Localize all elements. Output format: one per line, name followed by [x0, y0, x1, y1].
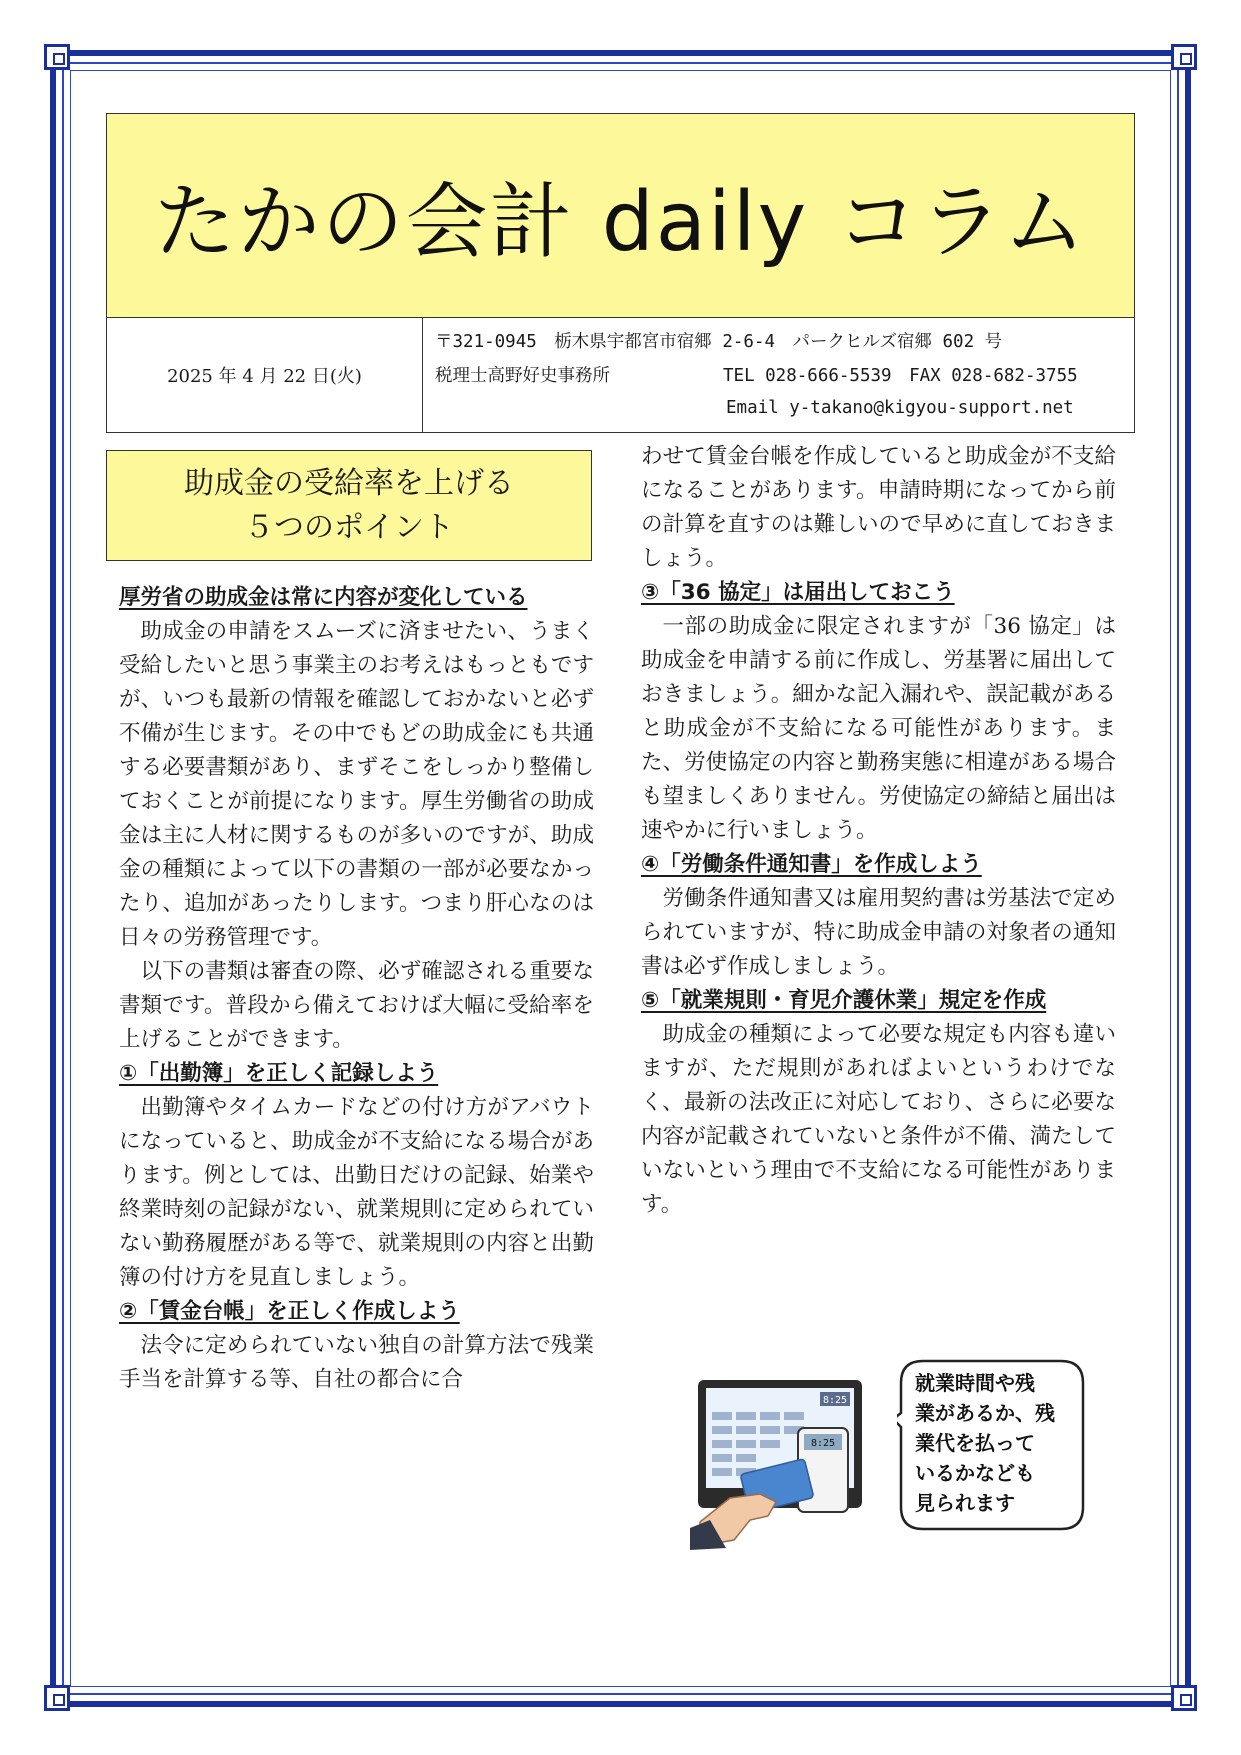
time-clock-illustration: [690, 1370, 870, 1550]
section-3-heading: ③「36 協定」は届出しておこう: [641, 580, 955, 605]
bubble-line: いるかなども: [915, 1461, 1035, 1485]
issue-date: 2025 年 4 月 22 日(火): [107, 318, 423, 432]
article-column-right: [641, 440, 1116, 1222]
corner-ornament-top-right: [1171, 44, 1197, 70]
bubble-line: 見られます: [915, 1491, 1015, 1515]
reader-display-text: 8:25: [810, 1438, 836, 1449]
intro-heading: 厚労省の助成金は常に内容が変化している: [119, 585, 528, 610]
bubble-line: 業があるか、残: [915, 1401, 1055, 1425]
office-phone-fax: TEL 028-666-5539 FAX 028-682-3755: [723, 366, 1078, 386]
headline-line-1: 助成金の受給率を上げる: [184, 465, 514, 501]
section-2-heading: ②「賃金台帳」を正しく作成しよう: [119, 1299, 460, 1324]
section-4-text: 労働条件通知書又は雇用契約書は労基法で定められていますが、特に助成金申請の対象者の通知書は必ず作成しましょう。: [641, 886, 1116, 979]
section-2-text-part-1: 法令に定められていない独自の計算方法で残業手当を計算する等、自社の都合に合: [119, 1333, 594, 1392]
office-info: [423, 318, 1134, 432]
office-address: 〒321-0945 栃木県宇都宮市宿郷 2-6-4 パークヒルズ宿郷 602 号: [435, 332, 1003, 352]
section-3-text: 一部の助成金に限定されますが「36 協定」は助成金を申請する前に作成し、労基署に届出しておきましょう。細かな記入漏れや、誤記載があると助成金が不支給になる可能性があります。また、労使協定の内容と勤務実態に相違がある場合も望ましくありません。労使協定の締結と届出は速やかに行いましょう。: [641, 614, 1116, 843]
intro-paragraph-1: 助成金の申請をスムーズに済ませたい、うまく受給したいと思う事業主のお考えはもっともですが、いつも最新の情報を確認しておかないと必ず不備が生じます。その中でもどの助成金にも共通する必要書類があり、まずそこをしっかり整備しておくことが前提になります。厚生労働省の助成金は主に人材に関するものが多いのですが、助成金の種類によって以下の書類の一部が必要なかったり、追加があったりします。つまり肝心なのは日々の労務管理です。: [119, 619, 594, 950]
section-5-text: 助成金の種類によって必要な規定も内容も違いますが、ただ規則があればよいというわけでなく、最新の法改正に対応しており、さらに必要な内容が記載されていないと条件が不備、満たしていないという理由で不支給になる可能性があります。: [641, 1022, 1116, 1217]
newsletter-title: たかの会計 daily コラム: [153, 175, 1088, 270]
speech-bubble-text: [915, 1368, 1075, 1518]
newsletter-header: [106, 113, 1135, 433]
corner-ornament-bottom-right: [1171, 1685, 1197, 1711]
section-2-text-part-2: わせて賃金台帳を作成していると助成金が不支給になることがあります。申請時期になってから前の計算を直すのは難しいので早めに直しておきましょう。: [641, 444, 1116, 571]
section-4-heading: ④「労働条件通知書」を作成しよう: [641, 852, 982, 877]
section-5-heading: ⑤「就業規則・育児介護休業」規定を作成: [641, 988, 1047, 1013]
corner-ornament-top-left: [44, 44, 70, 70]
office-name: 税理士高野好史事務所: [435, 366, 610, 386]
bubble-line: 就業時間や残: [915, 1371, 1035, 1395]
article-column-left: [119, 581, 594, 1397]
intro-paragraph-2: 以下の書類は審査の際、必ず確認される重要な書類です。普段から備えておけば大幅に受給率を上げることができます。: [119, 959, 594, 1052]
office-email: Email y-takano@kigyou-support.net: [726, 398, 1074, 418]
screen-clock-text: 8:25: [822, 1395, 848, 1406]
headline-line-2: ５つのポイント: [244, 509, 454, 545]
section-1-text: 出勤簿やタイムカードなどの付け方がアバウトになっていると、助成金が不支給になる場合があります。例としては、出勤日だけの記録、始業や終業時刻の記録がない、就業規則に定められていない勤務履歴がある等で、就業規則の内容と出勤簿の付け方を見直しましょう。: [119, 1095, 594, 1290]
bubble-line: 業代を払って: [915, 1431, 1035, 1455]
article-headline: [106, 450, 592, 561]
section-1-heading: ①「出勤簿」を正しく記録しよう: [119, 1061, 439, 1086]
corner-ornament-bottom-left: [44, 1685, 70, 1711]
title-banner: [107, 114, 1134, 318]
